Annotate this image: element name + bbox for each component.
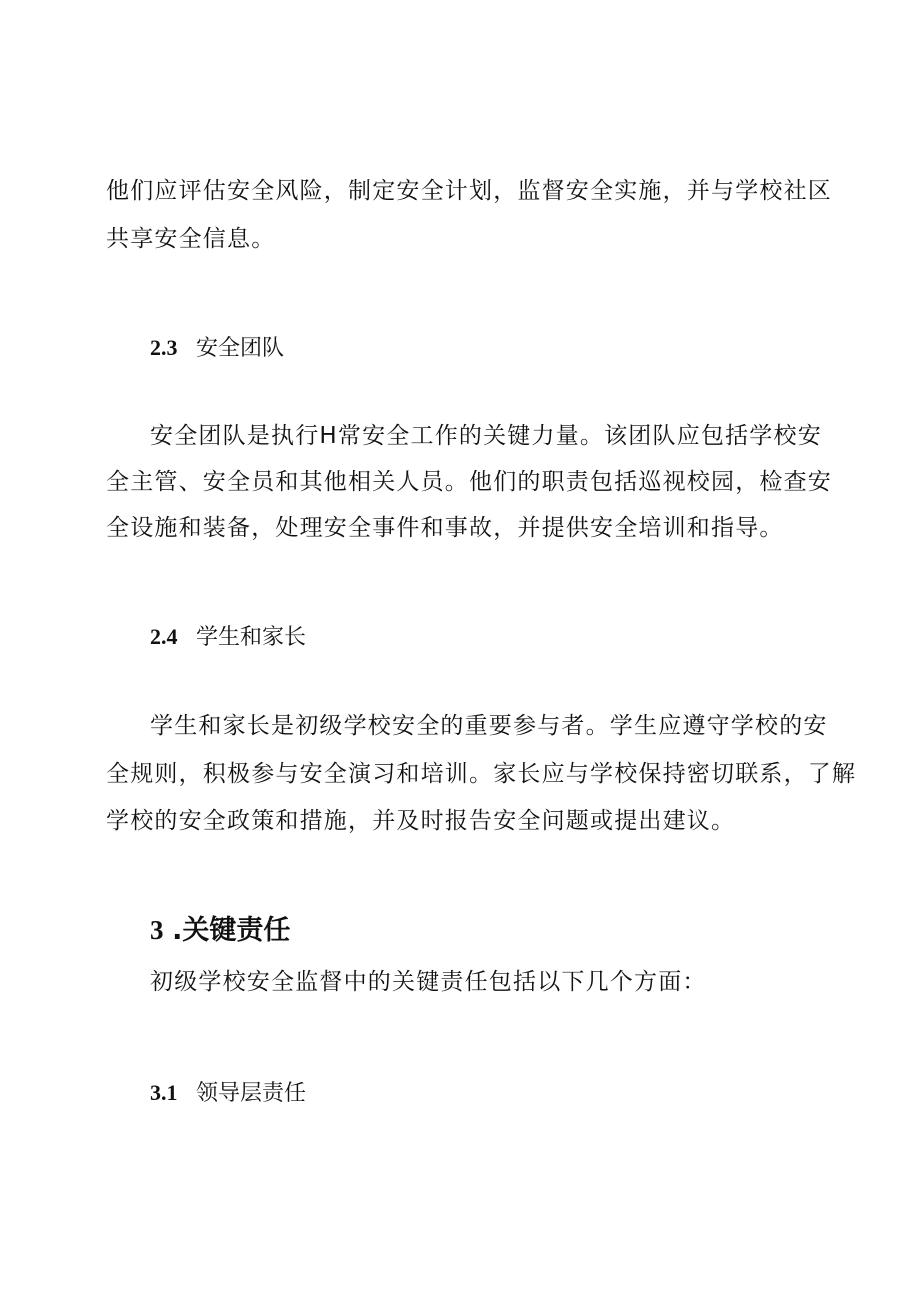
section-heading-3 [150,913,290,948]
paragraph-line: 全主管、安全员和其他相关人员。他们的职责包括巡视校园，检查安 [106,469,832,495]
section-title: .关键责任 [172,915,291,946]
paragraph-line: 学生和家长是初级学校安全的重要参与者。学生应遵守学校的安 [150,713,828,739]
paragraph-line: 全设施和装备，处理安全事件和事故，并提供安全培训和指导。 [106,515,784,541]
section-title: 学生和家长 [196,625,307,650]
paragraph-line: 学校的安全政策和措施，并及时报告安全问题或提出建议。 [106,808,736,834]
section-heading-2-3 [150,334,284,363]
section-heading-3-1 [150,1079,306,1108]
section-title: 安全团队 [196,336,285,361]
section-number: 3.1 [150,1080,178,1105]
section-number: 3 [150,915,164,945]
section-number: 2.4 [150,624,178,649]
paragraph-line: 全规则，积极参与安全演习和培训。家长应与学校保持密切联系，了解 [106,761,857,787]
section-heading-2-4 [150,623,306,652]
paragraph-line: 共享安全信息。 [106,226,276,252]
paragraph-line: 安全团队是执行H常安全工作的关键力量。该团队应包括学校安 [150,423,822,449]
section-number: 2.3 [150,335,178,360]
paragraph-line: 他们应评估安全风险，制定安全计划，监督安全实施，并与学校社区 [106,178,832,204]
paragraph-line: 初级学校安全监督中的关键责任包括以下几个方面： [150,969,707,995]
section-title: 领导层责任 [196,1081,307,1106]
